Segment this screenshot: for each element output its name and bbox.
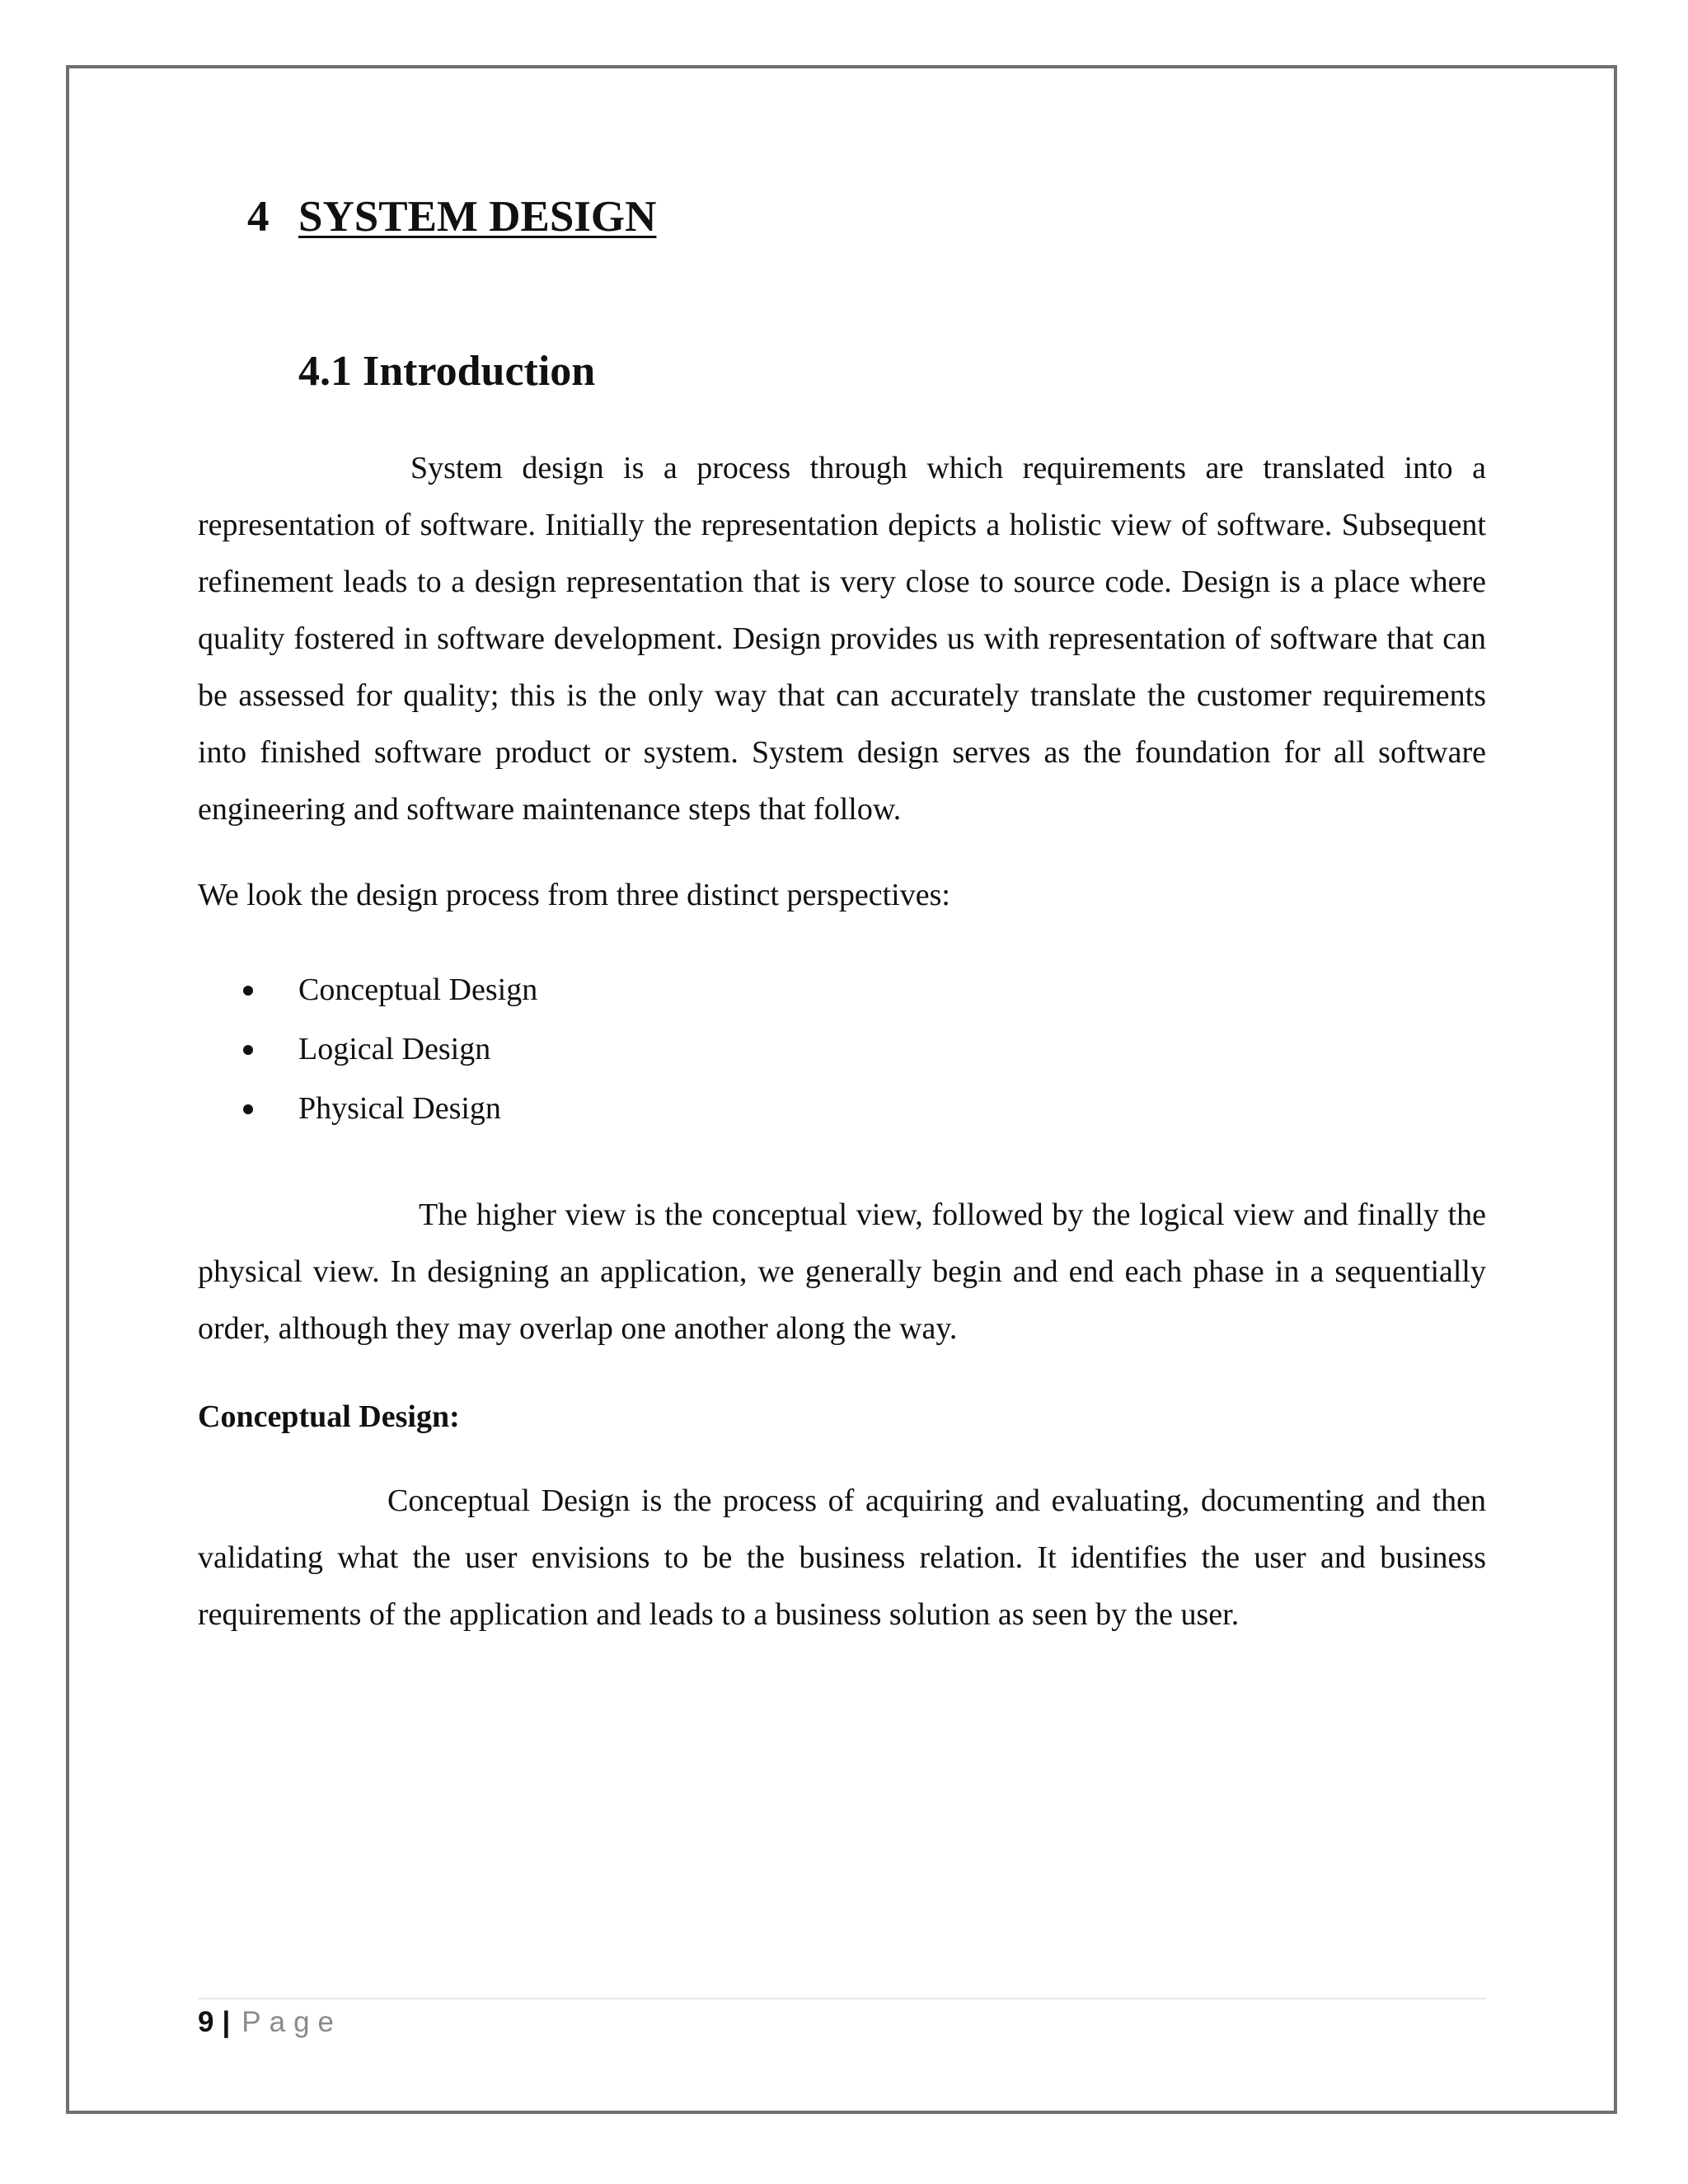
list-item-label: Physical Design — [298, 1091, 501, 1126]
intro-paragraph-text: System design is a process through which requirements are translated into a representation of software. Initially the representation depicts a holistic view of software. Subsequent refinement leads to a design representation that is very close to source code. Design is a place where quality fostered in software development. Design provides us with representation of software that can be assessed for quality; this is the only way that can accurately translate the customer requirements into finished software product or system. System design serves as the foundation for all software engineering and software maintenance steps that follow. — [198, 451, 1486, 827]
conceptual-paragraph-text: Conceptual Design is the process of acquiring and evaluating, documenting and then validating what the user envisions to be the business relation. It identifies the user and business requirements of the application and leads to a business solution as seen by the user. — [198, 1483, 1486, 1632]
chapter-heading — [247, 191, 656, 244]
footer-separator: | — [222, 2006, 231, 2038]
bullet-icon — [243, 986, 253, 996]
page-label: Page — [241, 2006, 343, 2038]
conceptual-paragraph — [198, 1473, 1486, 1643]
list-item-label: Conceptual Design — [298, 972, 538, 1007]
bullet-icon — [243, 1045, 253, 1055]
bullet-icon — [243, 1104, 253, 1114]
views-paragraph-text: The higher view is the conceptual view, followed by the logical view and finally the physical view. In designing an application, we generally begin and end each phase in a sequentially order, although they may overlap one another along the way. — [198, 1197, 1486, 1346]
chapter-title: SYSTEM DESIGN — [298, 193, 657, 241]
intro-paragraph — [198, 440, 1486, 838]
list-item-label: Logical Design — [298, 1032, 491, 1066]
footer-divider — [198, 1998, 1486, 1999]
page-number: 9 — [198, 2006, 214, 2038]
chapter-number: 4 — [247, 193, 270, 241]
conceptual-design-heading: Conceptual Design: — [198, 1399, 460, 1434]
section-heading: 4.1 Introduction — [298, 348, 596, 395]
page-footer — [198, 2005, 342, 2040]
perspectives-lead: We look the design process from three distinct perspectives: — [198, 878, 950, 912]
views-paragraph — [198, 1187, 1486, 1357]
